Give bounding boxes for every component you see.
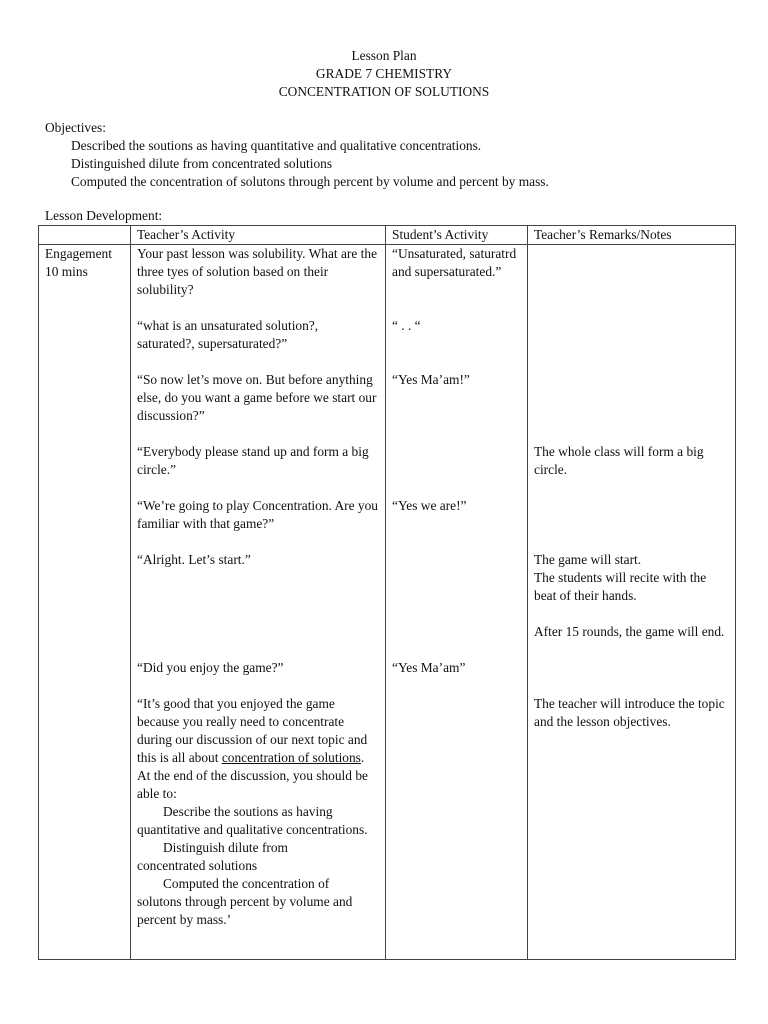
intro-objective-cont: solutons through percent by volume and percent by mass.’: [137, 894, 353, 927]
teacher-line: “We’re going to play Concentration. Are you familiar with that game?”: [137, 498, 378, 531]
header-remarks: Teacher’s Remarks/Notes: [528, 226, 736, 245]
student-line: “ . . “: [392, 318, 421, 333]
objective-item: Computed the concentration of solutons through percent by volume and percent by mass.: [71, 174, 549, 189]
title-grade: GRADE 7 CHEMISTRY: [315, 66, 453, 81]
teacher-line: “Did you enjoy the game?”: [137, 660, 284, 675]
header-phase: [39, 226, 131, 245]
objective-item: Distinguished dilute from concentrated solutions: [71, 156, 333, 171]
student-activity-cell: [386, 245, 528, 960]
remarks-cell: [528, 245, 736, 960]
objectives-section: [45, 119, 745, 191]
teacher-line: “Everybody please stand up and form a big circle.”: [137, 444, 369, 477]
student-line: “Yes we are!”: [392, 498, 467, 513]
teacher-introduction: “It’s good that you enjoyed the game because you really need to concentrate during our discussion of our next topic and this is all about concentration of solutions. At the end of the discussion, you should be able to:: [137, 696, 368, 801]
title-lesson-plan: Lesson Plan: [351, 48, 417, 63]
intro-objective: Computed the concentration of: [163, 876, 330, 891]
header-student-activity: Student’s Activity: [386, 226, 528, 245]
remark-line: The teacher will introduce the topic and the lesson objectives.: [534, 696, 725, 729]
teacher-line: “what is an unsaturated solution?, saturated?, supersaturated?”: [137, 318, 319, 351]
intro-objective-cont: quantitative and qualitative concentrations.: [137, 822, 368, 837]
intro-objective-cont: concentrated solutions: [137, 858, 258, 873]
remark-line: The game will start.: [534, 552, 642, 567]
phase-name: Engagement: [45, 246, 112, 261]
header-teacher-activity: Teacher’s Activity: [131, 226, 386, 245]
objective-item: Described the soutions as having quantitative and qualitative concentrations.: [71, 138, 482, 153]
teacher-line: Your past lesson was solubility. What are the three tyes of solution based on their solubility?: [137, 246, 378, 297]
table-row: [39, 245, 736, 960]
remark-line: The students will recite with the beat of their hands.: [534, 570, 707, 603]
student-line: “Yes Ma’am!”: [392, 372, 470, 387]
phase-cell: [39, 245, 131, 960]
title-topic: CONCENTRATION OF SOLUTIONS: [278, 84, 490, 99]
document-title-block: [0, 47, 768, 101]
objectives-label: Objectives:: [45, 120, 106, 135]
table-header-row: [39, 226, 736, 245]
lesson-plan-table: [38, 225, 736, 960]
intro-objective: Distinguish dilute from: [163, 840, 288, 855]
remark-line: The whole class will form a big circle.: [534, 444, 704, 477]
teacher-line: “So now let’s move on. But before anything else, do you want a game before we start our discussion?”: [137, 372, 377, 423]
intro-objective: Describe the soutions as having: [163, 804, 333, 819]
student-line: “Yes Ma’am”: [392, 660, 466, 675]
remark-line: After 15 rounds, the game will end.: [534, 624, 725, 639]
phase-duration: 10 mins: [45, 264, 88, 279]
topic-underlined: concentration of solutions: [221, 750, 361, 765]
teacher-activity-cell: [131, 245, 386, 960]
student-line: “Unsaturated, saturatrd and supersaturated.”: [392, 246, 517, 279]
teacher-line: “Alright. Let’s start.”: [137, 552, 251, 567]
lesson-development-label: Lesson Development:: [45, 208, 163, 223]
